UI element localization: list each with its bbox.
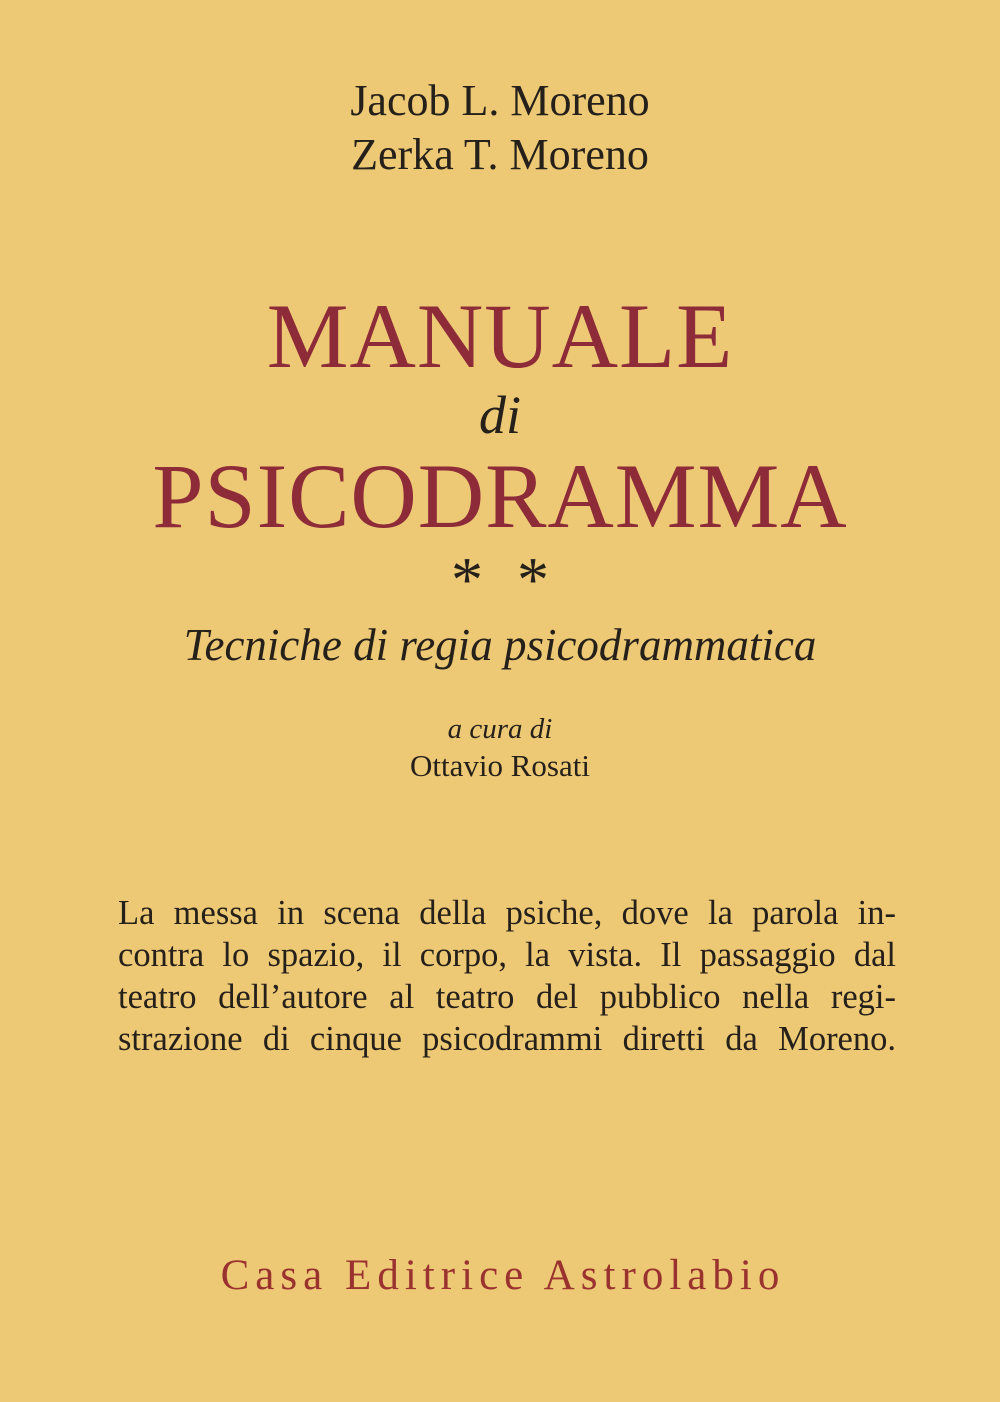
blurb-line: teatro dell’autore al teatro del pubblico nella regi-: [118, 978, 896, 1016]
back-blurb: [118, 892, 896, 1060]
edited-by-label: a cura di: [447, 713, 553, 745]
author-name: Jacob L. Moreno: [350, 76, 650, 125]
author-name: Zerka T. Moreno: [351, 130, 649, 179]
editor-name: Ottavio Rosati: [410, 748, 590, 783]
authors-block: [0, 74, 1000, 182]
title-main-word: MANUALE: [266, 285, 734, 387]
blurb-line: contra lo spazio, il corpo, la vista. Il passaggio dal: [118, 936, 896, 974]
title-connector: di: [478, 385, 521, 445]
blurb-line: La messa in scena della psiche, dove la parola in-: [118, 894, 896, 932]
title-second-word: PSICODRAMMA: [152, 445, 848, 547]
subtitle: Tecniche di regia psicodrammatica: [183, 620, 817, 670]
publisher-name: Casa Editrice Astrolabio: [220, 1252, 786, 1299]
volume-two-asterisks: * *: [451, 544, 549, 615]
blurb-line: strazione di cinque psicodrammi diretti da Moreno.: [118, 1020, 896, 1058]
